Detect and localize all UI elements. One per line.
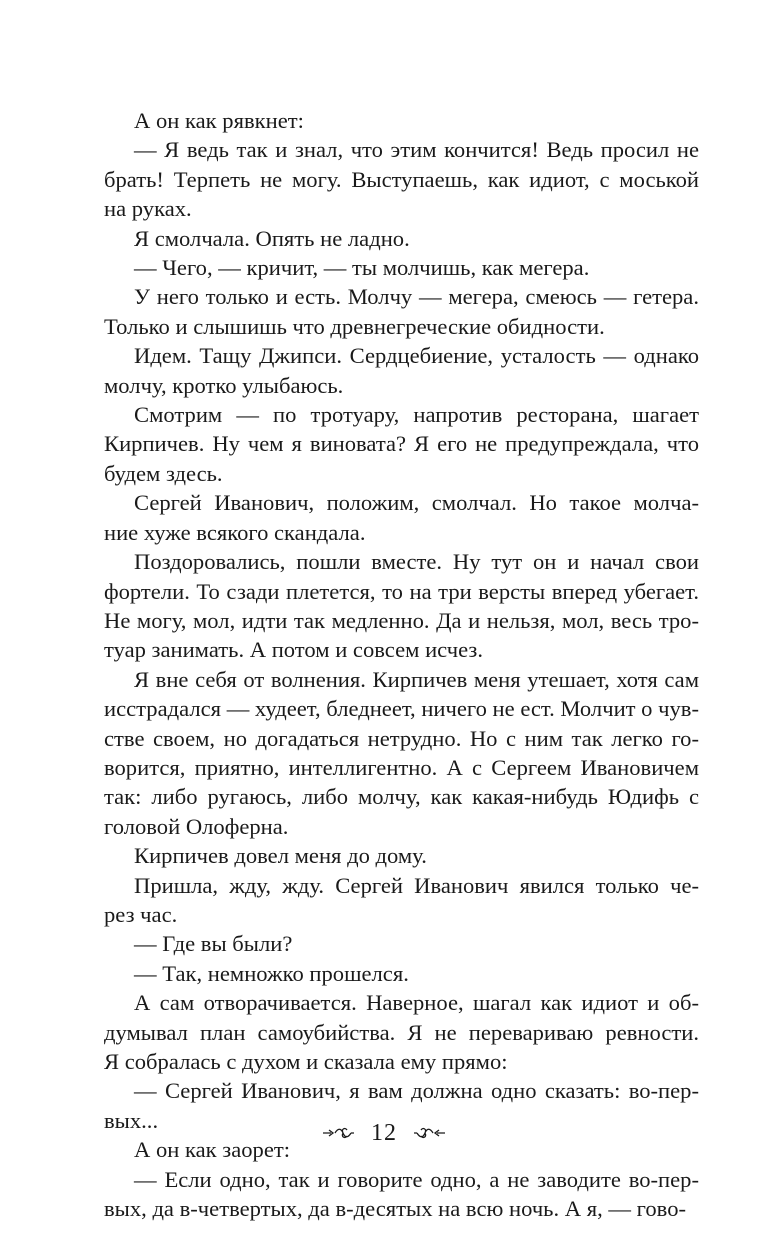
paragraph [104,929,699,958]
text-line: Только и слышишь что древнегреческие обидности. [104,313,605,339]
paragraph [104,135,699,223]
paragraph [104,341,699,400]
text-line: У него только и есть. Молчу — мегера, смеюсь — гетера. [134,284,699,310]
text-line: Я вне себя от волнения. Кирпичев меня утешает, хотя сам [134,666,699,692]
text-line: Пришла, жду, жду. Сергей Иванович явился только че- [134,872,699,898]
text-line: — Если одно, так и говорите одно, а не заводите во-пер- [134,1166,699,1192]
text-line: брать! Терпеть не могу. Выступаешь, как идиот, с моськой [104,166,699,192]
text-line: А сам отворачивается. Наверное, шагал как идиот и об- [134,990,699,1016]
paragraph [104,665,699,841]
paragraph [104,959,699,988]
text-line: — Я ведь так и знал, что этим кончится! Ведь просил не [134,137,699,163]
text-line: стве своем, но догадаться нетрудно. Но с ним так легко го- [104,725,699,751]
text-line: Сергей Иванович, положим, смолчал. Но такое молча- [134,490,699,516]
page-number: 12 [371,1119,397,1146]
text-line: туар занимать. А потом и совсем исчез. [104,637,483,663]
paragraph [104,841,699,870]
text-line: рез час. [104,901,178,927]
text-line: вых, да в-четвертых, да в-десятых на всю ночь. А я, — гово- [104,1196,687,1222]
text-line: А он как заорет: [134,1137,291,1163]
text-line: Поздоровались, пошли вместе. Ну тут он и начал свои [134,549,699,575]
text-line: Я собралась с духом и сказала ему прямо: [104,1049,508,1074]
body-text [104,106,699,1223]
ornament-right-icon [413,1125,447,1141]
page-footer [0,1118,768,1148]
text-line: Кирпичев. Ну чем я виновата? Я его не предупреждала, что [104,431,699,457]
text-line: А он как рявкнет: [134,108,304,133]
text-line: — Так, немножко прошелся. [134,960,409,986]
text-line: — Чего, — кричит, — ты молчишь, как мегера. [134,255,590,281]
paragraph [104,282,699,341]
paragraph [104,871,699,930]
text-line: Я смолчала. Опять не ладно. [134,225,410,251]
text-line: так: либо ругаюсь, либо молчу, как какая-нибудь Юдифь с [104,784,699,810]
text-line: ворится, приятно, интеллигентно. А с Сергеем Ивановичем [104,754,699,780]
text-line: фортели. То сзади плетется, то на три версты вперед убегает. [104,578,699,604]
text-line: думывал план самоубийства. Я не перевариваю ревности. [104,1019,699,1045]
text-line: — Где вы были? [134,931,293,957]
text-line: Кирпичев довел меня до дому. [134,843,427,869]
text-line: молчу, кротко улыбаюсь. [104,372,344,398]
ornament-left-icon [321,1125,355,1141]
paragraph [104,547,699,665]
text-line: будем здесь. [104,460,223,486]
paragraph [104,400,699,488]
text-line: Смотрим — по тротуару, напротив ресторана, шагает [134,402,699,428]
text-line: Не могу, мол, идти так медленно. Да и нельзя, мол, весь тро- [104,607,699,633]
paragraph [104,1165,699,1224]
text-line: вых... [104,1107,159,1133]
text-line: исстрадался — худеет, бледнеет, ничего не ест. Молчит о чув- [104,696,699,722]
text-line: ние хуже всякого скандала. [104,519,366,545]
paragraph [104,988,699,1076]
paragraph [104,488,699,547]
text-line: головой Олоферна. [104,813,289,839]
paragraph [104,253,699,282]
paragraph [104,224,699,253]
text-line: Идем. Тащу Джипси. Сердцебиение, усталость — однако [134,343,699,369]
text-line: на руках. [104,196,192,222]
paragraph [104,106,699,135]
text-line: — Сергей Иванович, я вам должна одно сказать: во-пер- [134,1078,699,1104]
